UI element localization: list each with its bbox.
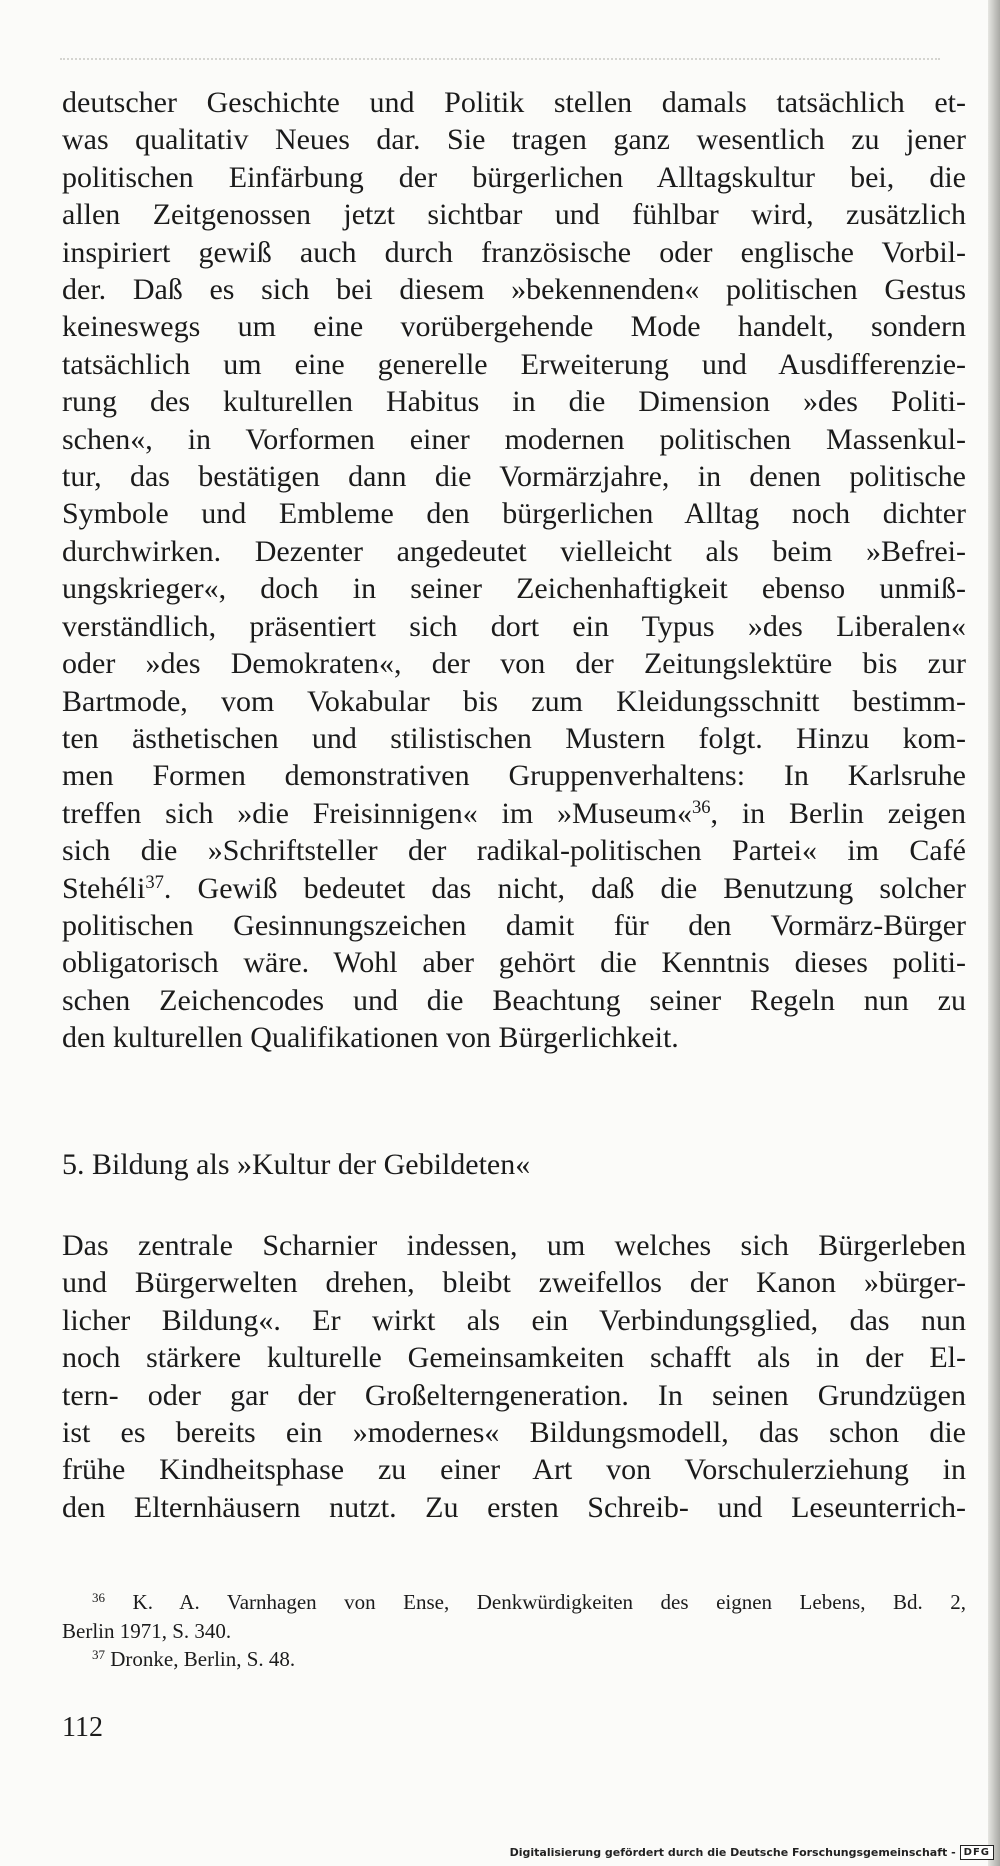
text-line: ungskrieger«, doch in seiner Zeichenhaftigkeit ebenso unmiß- bbox=[62, 572, 966, 606]
text-line-with-footnote-ref bbox=[62, 870, 966, 907]
credit-text: Digitalisierung gefördert durch die Deutsche Forschungsgemeinschaft - bbox=[509, 1846, 956, 1859]
text-line: Symbole und Embleme den bürgerlichen Alltag noch dichter bbox=[62, 497, 966, 531]
text-line: tern- oder gar der Großelterngeneration. In seinen Grundzügen bbox=[62, 1378, 966, 1412]
footnote-number: 36 bbox=[92, 1589, 106, 1605]
text-line: oder »des Demokraten«, der von der Zeitungslektüre bis zur bbox=[62, 647, 966, 681]
text-line: den Elternhäusern nutzt. Zu ersten Schreib- und Leseunterrich- bbox=[62, 1490, 966, 1524]
text-line: schen Zeichencodes und die Beachtung seiner Regeln nun zu bbox=[62, 983, 966, 1017]
section-heading: 5. Bildung als »Kultur der Gebildeten« bbox=[62, 1148, 531, 1181]
text-line: und Bürgerwelten drehen, bleibt zweifellos der Kanon »bürger- bbox=[62, 1266, 966, 1300]
text-line: noch stärkere kulturelle Gemeinsamkeiten schafft als in der El- bbox=[62, 1341, 966, 1375]
text-line: politischen Gesinnungszeichen damit für den Vormärz-Bürger bbox=[62, 908, 966, 942]
page-edge-shadow bbox=[988, 0, 1000, 1866]
text-line: schen«, in Vorformen einer modernen politischen Massenkul- bbox=[62, 422, 966, 456]
paragraph-1 bbox=[62, 84, 966, 1057]
text-segment: treffen sich »die Freisinnigen« im »Museum« bbox=[62, 796, 692, 830]
text-segment: . Gewiß bedeutet das nicht, daß die Benutzung solcher bbox=[163, 871, 966, 905]
digitization-credit bbox=[510, 1845, 994, 1860]
text-line: frühe Kindheitsphase zu einer Art von Vorschulerziehung in bbox=[62, 1453, 966, 1487]
footnote-text: Dronke, Berlin, S. 48. bbox=[105, 1647, 296, 1671]
text-line: licher Bildung«. Er wirkt als ein Verbindungsglied, das nun bbox=[62, 1303, 966, 1337]
footnote-number: 37 bbox=[92, 1646, 106, 1662]
text-line: allen Zeitgenossen jetzt sichtbar und fühlbar wird, zusätzlich bbox=[62, 198, 966, 232]
text-line: keineswegs um eine vorübergehende Mode handelt, sondern bbox=[62, 310, 966, 344]
text-line-with-footnote-ref bbox=[62, 795, 966, 832]
paragraph-2 bbox=[62, 1227, 966, 1526]
page-number: 112 bbox=[62, 1712, 103, 1743]
text-line: obligatorisch wäre. Wohl aber gehört die Kenntnis dieses politi- bbox=[62, 946, 966, 980]
top-dotted-rule bbox=[60, 58, 940, 60]
footnote-ref-36[interactable]: 36 bbox=[691, 796, 711, 818]
text-segment: Stehéli bbox=[62, 871, 146, 905]
text-line: Das zentrale Scharnier indessen, um welches sich Bürgerleben bbox=[62, 1229, 966, 1262]
text-line: ist es bereits ein »modernes« Bildungsmodell, das schon die bbox=[62, 1416, 966, 1450]
footnote-36-continued: Berlin 1971, S. 340. bbox=[62, 1618, 232, 1643]
text-line: inspiriert gewiß auch durch französische oder englische Vorbil- bbox=[62, 235, 966, 269]
text-line: men Formen demonstrativen Gruppenverhaltens: In Karlsruhe bbox=[62, 759, 966, 793]
text-line: politischen Einfärbung der bürgerlichen Alltagskultur bei, die bbox=[62, 160, 966, 194]
footnote-ref-37[interactable]: 37 bbox=[145, 871, 164, 893]
dfg-logo-icon: DFG bbox=[960, 1845, 994, 1860]
text-segment: , in Berlin zeigen bbox=[710, 796, 966, 830]
footnote-36 bbox=[62, 1588, 966, 1617]
text-line: der. Daß es sich bei diesem »bekennenden« politischen Gestus bbox=[62, 273, 966, 307]
text-line: verständlich, präsentiert sich dort ein Typus »des Liberalen« bbox=[62, 609, 966, 643]
text-line: tatsächlich um eine generelle Erweiterung und Ausdifferenzie- bbox=[62, 347, 966, 381]
text-line: den kulturellen Qualifikationen von Bürgerlichkeit. bbox=[62, 1021, 679, 1055]
text-line: Bartmode, vom Vokabular bis zum Kleidungsschnitt bestimm- bbox=[62, 684, 966, 718]
text-line: sich die »Schriftsteller der radikal-politischen Partei« im Café bbox=[62, 834, 966, 868]
text-line: ten ästhetischen und stilistischen Mustern folgt. Hinzu kom- bbox=[62, 721, 966, 755]
text-line: tur, das bestätigen dann die Vormärzjahre, in denen politische bbox=[62, 460, 966, 494]
footnote-text: K. A. Varnhagen von Ense, Denkwürdigkeiten des eignen Lebens, Bd. 2, bbox=[105, 1590, 966, 1614]
text-line: rung des kulturellen Habitus in die Dimension »des Politi- bbox=[62, 385, 966, 419]
text-line: was qualitativ Neues dar. Sie tragen ganz wesentlich zu jener bbox=[62, 123, 966, 157]
footnote-37 bbox=[62, 1645, 966, 1674]
text-line: durchwirken. Dezenter angedeutet vielleicht als beim »Befrei- bbox=[62, 534, 966, 568]
text-line: deutscher Geschichte und Politik stellen damals tatsächlich et- bbox=[62, 86, 966, 119]
footnotes bbox=[62, 1588, 966, 1674]
